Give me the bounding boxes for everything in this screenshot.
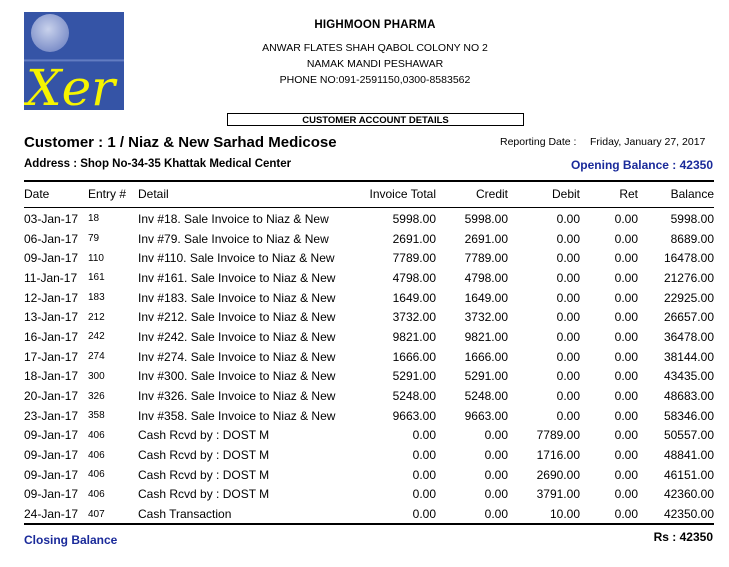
cell-date: 11-Jan-17 bbox=[24, 270, 78, 285]
cell-entry: 79 bbox=[88, 233, 100, 245]
cell-entry: 183 bbox=[88, 292, 105, 304]
cell-invoice-total: 7789.00 bbox=[392, 251, 436, 266]
cell-balance: 46151.00 bbox=[663, 467, 714, 482]
cell-credit: 0.00 bbox=[484, 448, 508, 463]
cell-balance: 36478.00 bbox=[663, 329, 714, 344]
cell-entry: 358 bbox=[88, 410, 105, 422]
table-row bbox=[24, 504, 714, 524]
cell-date: 12-Jan-17 bbox=[24, 290, 79, 305]
cell-debit: 0.00 bbox=[556, 369, 580, 384]
cell-invoice-total: 9663.00 bbox=[392, 408, 436, 423]
cell-date: 06-Jan-17 bbox=[24, 231, 79, 246]
col-date: Date bbox=[24, 187, 50, 201]
cell-credit: 5291.00 bbox=[464, 369, 508, 384]
cell-date: 13-Jan-17 bbox=[24, 310, 79, 325]
cell-credit: 1649.00 bbox=[464, 290, 508, 305]
cell-date: 18-Jan-17 bbox=[24, 369, 79, 384]
cell-detail: Inv #110. Sale Invoice to Niaz & New bbox=[138, 251, 335, 266]
col-detail: Detail bbox=[138, 187, 169, 201]
col-entry: Entry # bbox=[88, 187, 127, 201]
cell-detail: Cash Rcvd by : DOST M bbox=[138, 448, 270, 463]
table-row bbox=[24, 209, 714, 229]
cell-debit: 3791.00 bbox=[536, 487, 580, 502]
opening-balance: Opening Balance : 42350 bbox=[570, 158, 713, 172]
cell-ret: 0.00 bbox=[614, 507, 638, 522]
cell-detail: Inv #18. Sale Invoice to Niaz & New bbox=[138, 211, 329, 226]
cell-entry: 18 bbox=[88, 213, 100, 225]
cell-ret: 0.00 bbox=[614, 290, 638, 305]
cell-date: 09-Jan-17 bbox=[24, 428, 79, 443]
cell-balance: 21276.00 bbox=[663, 270, 714, 285]
cell-debit: 10.00 bbox=[549, 507, 580, 522]
table-row bbox=[24, 386, 714, 406]
account-table bbox=[24, 183, 714, 524]
cell-ret: 0.00 bbox=[614, 270, 638, 285]
table-row bbox=[24, 426, 714, 446]
cell-invoice-total: 0.00 bbox=[412, 467, 436, 482]
cell-balance: 16478.00 bbox=[663, 251, 714, 266]
cell-detail: Inv #212. Sale Invoice to Niaz & New bbox=[138, 310, 336, 325]
cell-credit: 4798.00 bbox=[464, 270, 508, 285]
cell-date: 20-Jan-17 bbox=[24, 389, 79, 404]
cell-balance: 50557.00 bbox=[663, 428, 714, 443]
table-row bbox=[24, 229, 714, 249]
cell-date: 09-Jan-17 bbox=[24, 251, 79, 266]
table-row bbox=[24, 367, 714, 387]
cell-date: 09-Jan-17 bbox=[24, 448, 79, 463]
cell-entry: 274 bbox=[88, 351, 105, 363]
cell-date: 16-Jan-17 bbox=[24, 329, 79, 344]
cell-detail: Cash Transaction bbox=[138, 507, 232, 522]
svg-text:Xer: Xer bbox=[26, 59, 116, 110]
cell-entry: 406 bbox=[88, 488, 105, 500]
closing-balance-label: Closing Balance bbox=[24, 533, 118, 547]
cell-detail: Inv #79. Sale Invoice to Niaz & New bbox=[138, 231, 329, 246]
header-top-rule bbox=[24, 180, 714, 182]
cell-credit: 9821.00 bbox=[464, 329, 508, 344]
cell-credit: 5248.00 bbox=[464, 389, 508, 404]
cell-detail: Cash Rcvd by : DOST M bbox=[138, 487, 270, 502]
cell-detail: Inv #183. Sale Invoice to Niaz & New bbox=[138, 290, 336, 305]
cell-entry: 300 bbox=[88, 370, 105, 382]
table-row bbox=[24, 465, 714, 485]
cell-detail: Inv #326. Sale Invoice to Niaz & New bbox=[138, 389, 336, 404]
cell-balance: 48841.00 bbox=[663, 448, 714, 463]
table-row bbox=[24, 268, 714, 288]
cell-debit: 0.00 bbox=[556, 310, 580, 325]
cell-credit: 0.00 bbox=[484, 428, 508, 443]
totals-rule bbox=[24, 523, 714, 525]
cell-detail: Inv #161. Sale Invoice to Niaz & New bbox=[138, 270, 336, 285]
cell-entry: 242 bbox=[88, 331, 105, 343]
table-row bbox=[24, 445, 714, 465]
cell-entry: 110 bbox=[88, 252, 104, 264]
cell-ret: 0.00 bbox=[614, 329, 638, 344]
cell-balance: 5998.00 bbox=[670, 211, 714, 226]
cell-debit: 0.00 bbox=[556, 349, 580, 364]
company-logo bbox=[24, 12, 124, 110]
cell-credit: 7789.00 bbox=[464, 251, 508, 266]
table-row bbox=[24, 327, 714, 347]
cell-date: 17-Jan-17 bbox=[24, 349, 79, 364]
cell-ret: 0.00 bbox=[614, 408, 638, 423]
cell-date: 24-Jan-17 bbox=[24, 507, 79, 522]
cell-invoice-total: 5291.00 bbox=[392, 369, 436, 384]
cell-ret: 0.00 bbox=[614, 349, 638, 364]
cell-invoice-total: 9821.00 bbox=[392, 329, 436, 344]
cell-entry: 406 bbox=[88, 429, 105, 441]
cell-invoice-total: 0.00 bbox=[412, 448, 436, 463]
cell-date: 03-Jan-17 bbox=[24, 211, 79, 226]
cell-balance: 22925.00 bbox=[663, 290, 714, 305]
table-row bbox=[24, 248, 714, 268]
cell-balance: 58346.00 bbox=[663, 408, 714, 423]
cell-ret: 0.00 bbox=[614, 310, 638, 325]
cell-credit: 5998.00 bbox=[464, 211, 508, 226]
col-invoice-total: Invoice Total bbox=[369, 187, 436, 201]
cell-invoice-total: 5248.00 bbox=[392, 389, 436, 404]
cell-credit: 9663.00 bbox=[464, 408, 508, 423]
cell-invoice-total: 1649.00 bbox=[392, 290, 436, 305]
reporting-date-label: Reporting Date : bbox=[500, 136, 577, 148]
cell-credit: 2691.00 bbox=[464, 231, 508, 246]
cell-detail: Cash Rcvd by : DOST M bbox=[138, 428, 270, 443]
cell-debit: 0.00 bbox=[556, 329, 580, 344]
cell-debit: 2690.00 bbox=[536, 467, 580, 482]
cell-balance: 8689.00 bbox=[670, 231, 714, 246]
col-credit: Credit bbox=[475, 187, 508, 201]
cell-detail: Inv #300. Sale Invoice to Niaz & New bbox=[138, 369, 336, 384]
cell-invoice-total: 1666.00 bbox=[392, 349, 436, 364]
cell-detail: Inv #242. Sale Invoice to Niaz & New bbox=[138, 329, 336, 344]
table-row bbox=[24, 406, 714, 426]
cell-balance: 43435.00 bbox=[663, 369, 714, 384]
cell-balance: 26657.00 bbox=[663, 310, 714, 325]
company-address-line2: NAMAK MANDI PESHAWAR bbox=[306, 58, 444, 70]
cell-debit: 0.00 bbox=[556, 408, 580, 423]
reporting-date: Friday, January 27, 2017 bbox=[590, 136, 706, 148]
cell-date: 23-Jan-17 bbox=[24, 408, 79, 423]
cell-debit: 1716.00 bbox=[536, 448, 580, 463]
cell-debit: 0.00 bbox=[556, 211, 580, 226]
cell-debit: 0.00 bbox=[556, 231, 580, 246]
cell-ret: 0.00 bbox=[614, 231, 638, 246]
cell-credit: 0.00 bbox=[484, 507, 508, 522]
cell-debit: 0.00 bbox=[556, 290, 580, 305]
cell-date: 09-Jan-17 bbox=[24, 487, 79, 502]
table-row bbox=[24, 288, 714, 308]
table-header-row bbox=[24, 183, 714, 205]
cell-ret: 0.00 bbox=[614, 487, 638, 502]
cell-ret: 0.00 bbox=[614, 389, 638, 404]
col-balance: Balance bbox=[670, 187, 714, 201]
report-title: CUSTOMER ACCOUNT DETAILS bbox=[227, 113, 524, 126]
cell-invoice-total: 5998.00 bbox=[392, 211, 436, 226]
cell-entry: 326 bbox=[88, 390, 105, 402]
company-phone: PHONE NO:091-2591150,0300-8583562 bbox=[279, 74, 471, 86]
closing-balance-value: Rs : 42350 bbox=[653, 530, 713, 544]
cell-date: 09-Jan-17 bbox=[24, 467, 79, 482]
table-row bbox=[24, 347, 714, 367]
customer-name: Customer : 1 / Niaz & New Sarhad Medicose bbox=[24, 134, 337, 151]
cell-balance: 42350.00 bbox=[663, 507, 714, 522]
cell-entry: 161 bbox=[88, 272, 105, 284]
col-debit: Debit bbox=[551, 187, 580, 201]
table-row bbox=[24, 307, 714, 327]
cell-balance: 42360.00 bbox=[663, 487, 714, 502]
cell-ret: 0.00 bbox=[614, 211, 638, 226]
cell-debit: 7789.00 bbox=[536, 428, 580, 443]
cell-ret: 0.00 bbox=[614, 467, 638, 482]
cell-debit: 0.00 bbox=[556, 389, 580, 404]
customer-address: Address : Shop No-34-35 Khattak Medical Center bbox=[24, 158, 292, 170]
company-address-line1: ANWAR FLATES SHAH QABOL COLONY NO 2 bbox=[262, 42, 488, 54]
cell-detail: Inv #274. Sale Invoice to Niaz & New bbox=[138, 349, 336, 364]
cell-detail: Inv #358. Sale Invoice to Niaz & New bbox=[138, 408, 336, 423]
cell-debit: 0.00 bbox=[556, 270, 580, 285]
cell-invoice-total: 4798.00 bbox=[392, 270, 436, 285]
cell-ret: 0.00 bbox=[614, 428, 638, 443]
company-name: HIGHMOON PHARMA bbox=[314, 19, 436, 31]
cell-ret: 0.00 bbox=[614, 448, 638, 463]
cell-credit: 3732.00 bbox=[464, 310, 508, 325]
cell-credit: 1666.00 bbox=[464, 349, 508, 364]
cell-entry: 406 bbox=[88, 469, 105, 481]
cell-entry: 407 bbox=[88, 508, 105, 520]
cell-debit: 0.00 bbox=[556, 251, 580, 266]
cell-detail: Cash Rcvd by : DOST M bbox=[138, 467, 270, 482]
cell-credit: 0.00 bbox=[484, 487, 508, 502]
cell-entry: 406 bbox=[88, 449, 105, 461]
cell-ret: 0.00 bbox=[614, 251, 638, 266]
cell-invoice-total: 0.00 bbox=[412, 487, 436, 502]
cell-balance: 48683.00 bbox=[663, 389, 714, 404]
cell-invoice-total: 0.00 bbox=[412, 507, 436, 522]
col-ret: Ret bbox=[619, 187, 638, 201]
cell-entry: 212 bbox=[88, 311, 105, 323]
cell-invoice-total: 3732.00 bbox=[392, 310, 436, 325]
cell-balance: 38144.00 bbox=[663, 349, 714, 364]
table-row bbox=[24, 485, 714, 505]
cell-credit: 0.00 bbox=[484, 467, 508, 482]
cell-invoice-total: 2691.00 bbox=[392, 231, 436, 246]
cell-ret: 0.00 bbox=[614, 369, 638, 384]
cell-invoice-total: 0.00 bbox=[412, 428, 436, 443]
